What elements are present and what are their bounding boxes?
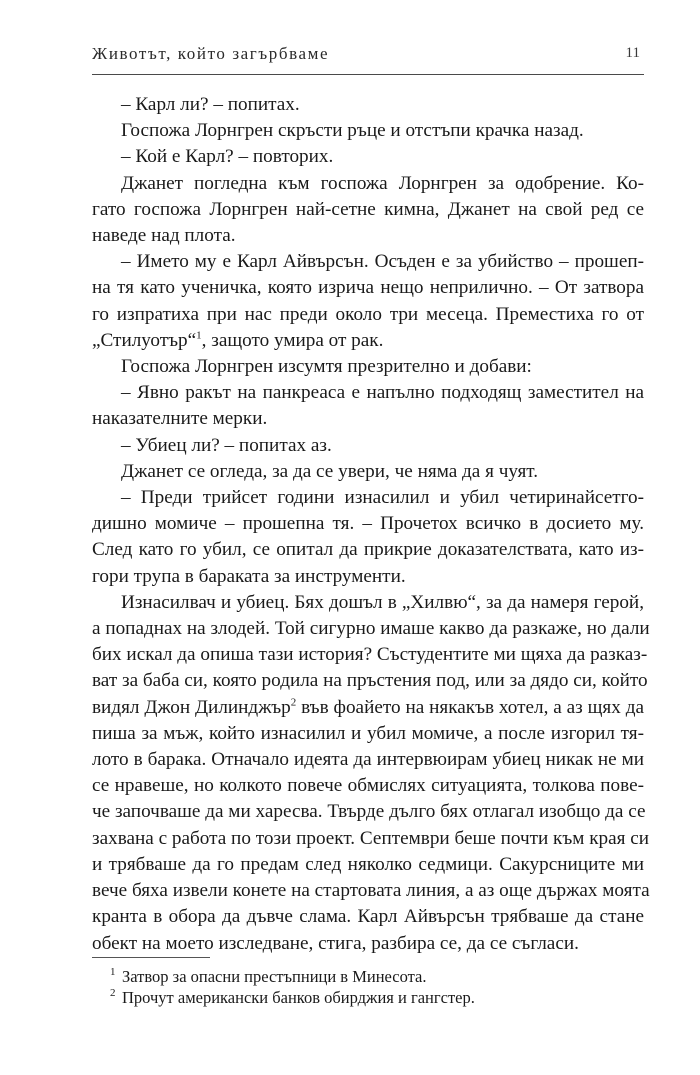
text-line: [92, 275, 644, 301]
text-line: [92, 904, 644, 930]
running-header: [92, 42, 644, 75]
line-text: бих искал да опиша тази история? Състудентите ми щяха да разказ-: [92, 644, 648, 666]
line-text: гато госпожа Лорнгрен най-сетне кимна, Джанет на свой ред се: [92, 198, 644, 220]
line-text-continued: , защото умира от рак.: [201, 329, 384, 351]
text-line: [92, 511, 644, 537]
footnote-ref: 1: [196, 329, 202, 342]
line-text: – Карл ли? – попитах.: [121, 94, 300, 115]
footnotes: [92, 966, 644, 1008]
footnote-number: 2: [110, 987, 116, 999]
line-text: го изпратиха при нас преди около три месеца. Преместиха го от: [92, 303, 644, 325]
text-line: [92, 406, 644, 432]
text-line: [92, 302, 644, 328]
text-line: [92, 485, 644, 511]
line-text: Изнасилвач и убиец. Бях дошъл в „Хилвю“, за да намеря герой,: [121, 591, 644, 613]
line-text: се нравеше, но колкото повече обмислях ситуацията, толкова пове-: [92, 775, 644, 797]
line-text: Джанет се огледа, за да се увери, че няма да я чуят.: [121, 460, 539, 482]
text-line: [92, 773, 644, 799]
line-text: Госпожа Лорнгрен изсумтя презрително и добави:: [121, 356, 532, 378]
line-text: видял Джон Дилинджър: [92, 696, 291, 718]
line-text: наведе над плота.: [92, 225, 236, 247]
text-line: [92, 799, 644, 825]
text-line: [92, 747, 644, 773]
line-text: Госпожа Лорнгрен скръсти ръце и отстъпи крачка назад.: [121, 120, 584, 142]
text-line: [92, 92, 644, 118]
line-text: захвана с работа по този проект. Септември беше почти към края си: [92, 827, 650, 849]
text-line: [92, 537, 644, 563]
running-title: Животът, който загърбваме: [92, 44, 330, 63]
line-text: След като го убил, се опитал да прикрие доказателствата, като из-: [92, 539, 644, 561]
line-text: а попаднах на злодей. Той сигурно имаше какво да разкаже, но дали: [92, 618, 650, 640]
line-text: „Стилуотър“: [92, 329, 197, 351]
footnote-number: 1: [110, 966, 116, 978]
text-line: [92, 616, 650, 642]
line-text: гори трупа в бараката за инструменти.: [92, 565, 406, 587]
text-line: [92, 695, 644, 721]
line-text: и трябваше да го предам след няколко седмици. Сакурсниците ми: [92, 853, 644, 875]
line-text: дишно момиче – прошепна тя. – Прочетох всичко в досието му.: [92, 513, 644, 535]
footnote-text: Прочут американски банков обирджия и гангстер.: [122, 988, 475, 1007]
text-line: [92, 354, 644, 380]
line-text: – Името му е Карл Айвърсън. Осъден е за убийство – прошеп-: [121, 251, 644, 273]
text-line: [92, 721, 644, 747]
text-line: [92, 144, 644, 170]
line-text: – Явно ракът на панкреаса е напълно подходящ заместител на: [121, 382, 644, 404]
footnote-ref: 2: [290, 696, 297, 709]
text-line: [92, 459, 644, 485]
line-text: наказателните мерки.: [92, 408, 268, 430]
text-line: [92, 433, 644, 459]
line-text: – Кой е Карл? – повторих.: [121, 146, 334, 168]
line-text: пиша за мъж, който изнасилил и убил момиче, а после изгорил тя-: [92, 722, 644, 744]
text-line: [92, 197, 644, 223]
text-line: [92, 171, 644, 197]
footnote: [92, 987, 644, 1008]
text-line: [92, 223, 644, 249]
page-number: 11: [625, 45, 640, 61]
text-line: [92, 642, 648, 668]
line-text: Джанет погледна към госпожа Лорнгрен за одобрение. Ко-: [121, 172, 644, 194]
line-text: че започваше да ми харесва. Твърде дълго бях отлагал изобщо да се: [92, 801, 646, 823]
line-text: – Убиец ли? – попитах аз.: [121, 434, 332, 456]
text-line: [92, 931, 644, 957]
footnote: [92, 966, 644, 987]
line-text-continued: във фоайето на някакъв хотел, а аз щях да: [296, 696, 644, 718]
body-text: [92, 92, 650, 957]
text-line: [92, 328, 644, 354]
text-line: [92, 380, 644, 406]
text-line: [92, 564, 644, 590]
line-text: ват за баба си, която родила на пръстения под, или за дядо си, който: [92, 670, 648, 692]
line-text: вече бяха извели конете на стартовата линия, а аз още държах моята: [92, 880, 650, 902]
line-text: лото в барака. Отначало идеята да интервюирам убиец никак не ми: [92, 749, 644, 771]
line-text: обект на моето изследване, стига, разбира се, да се съгласи.: [92, 932, 579, 954]
text-line: [92, 118, 644, 144]
text-line: [92, 852, 644, 878]
text-line: [92, 668, 648, 694]
text-line: [92, 826, 650, 852]
line-text: на тя като ученичка, която изрича нещо неприлично. – От затвора: [92, 277, 644, 299]
line-text: – Преди трийсет години изнасилил и убил четиринайсетго-: [121, 487, 644, 509]
text-line: [92, 878, 650, 904]
footnote-divider: [92, 957, 210, 958]
text-line: [92, 249, 644, 275]
line-text: кранта в обора да дъвче слама. Карл Айвърсън трябваше да стане: [92, 906, 644, 928]
footnote-text: Затвор за опасни престъпници в Минесота.: [122, 967, 427, 986]
text-line: [92, 590, 644, 616]
